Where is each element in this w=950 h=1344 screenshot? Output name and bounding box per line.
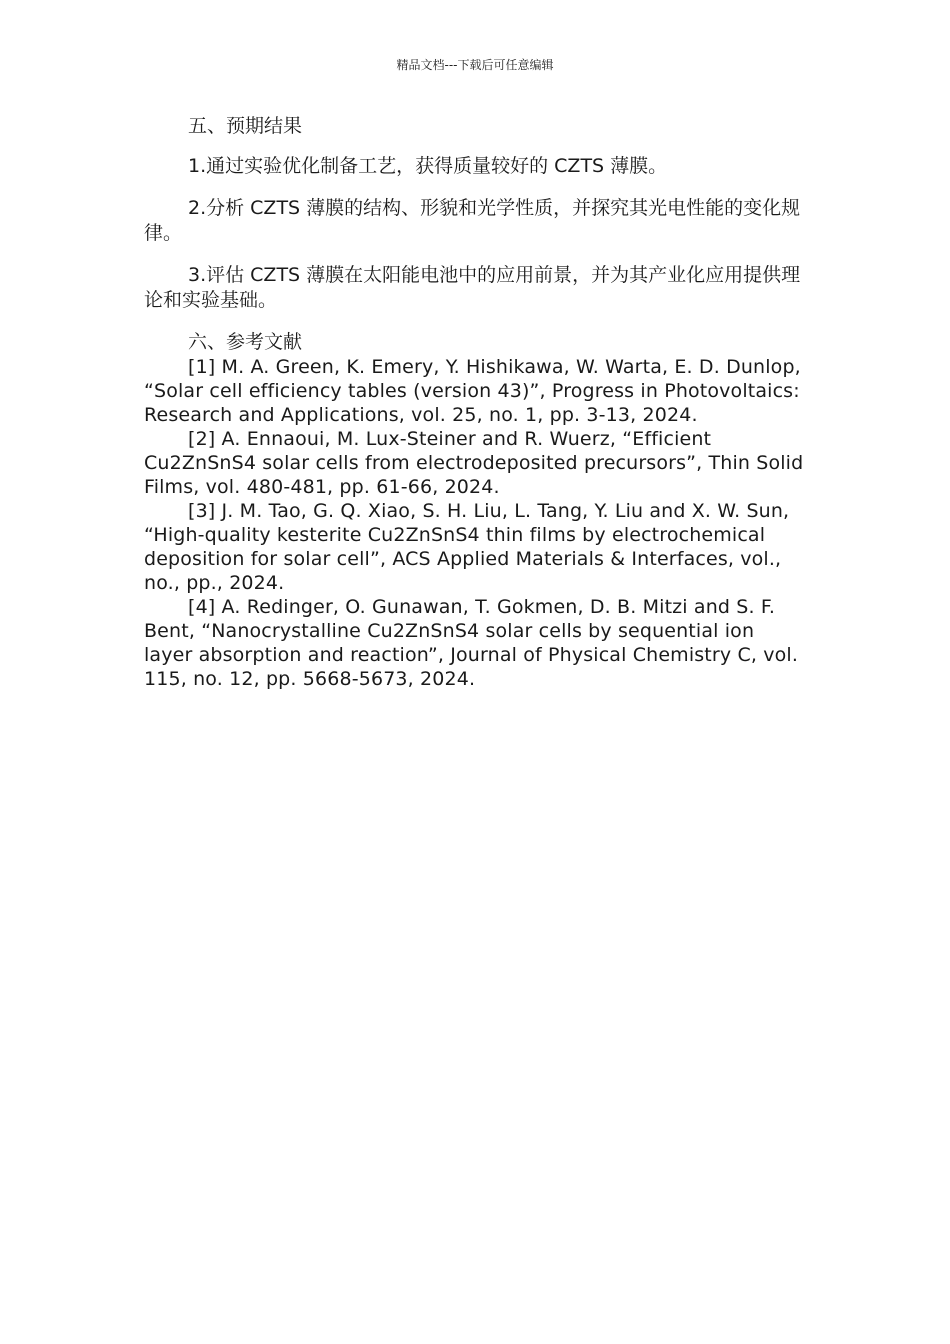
document-body xyxy=(144,114,808,691)
reference-item: [3] J. M. Tao, G. Q. Xiao, S. H. Liu, L. Tang, Y. Liu and X. W. Sun, “High-quality kesterite Cu2ZnSnS4 thin films by electrochemical deposition for solar cell”, ACS Applied Materials & Interfaces, vol., no., pp., 2024. xyxy=(144,500,790,594)
expected-result-item: 2.分析 CZTS 薄膜的结构、形貌和光学性质，并探究其光电性能的变化规律。 xyxy=(144,197,801,244)
reference-item: [4] A. Redinger, O. Gunawan, T. Gokmen, D. B. Mitzi and S. F. Bent, “Nanocrystalline Cu2ZnSnS4 solar cells by sequential ion layer absorption and reaction”, Journal of Physical Chemistry C, vol. 115, no. 12, pp. 5668-5673, 2024. xyxy=(144,596,799,690)
reference-item: [1] M. A. Green, K. Emery, Y. Hishikawa, W. Warta, E. D. Dunlop, “Solar cell efficiency tables (version 43)”, Progress in Photovoltaics: Research and Applications, vol. 25, no. 1, pp. 3-13, 2024. xyxy=(144,356,801,426)
expected-result-item: 3.评估 CZTS 薄膜在太阳能电池中的应用前景，并为其产业化应用提供理论和实验基础。 xyxy=(144,264,801,311)
reference-item: [2] A. Ennaoui, M. Lux-Steiner and R. Wuerz, “Efficient Cu2ZnSnS4 solar cells from electrodeposited precursors”, Thin Solid Films, vol. 480-481, pp. 61-66, 2024. xyxy=(144,428,804,498)
section-heading-expected-results: 五、预期结果 xyxy=(188,115,303,137)
expected-result-item: 1.通过实验优化制备工艺，获得质量较好的 CZTS 薄膜。 xyxy=(188,155,668,177)
page-header: 精品文档---下载后可任意编辑 xyxy=(396,58,554,72)
section-heading-references: 六、参考文献 xyxy=(188,331,303,353)
